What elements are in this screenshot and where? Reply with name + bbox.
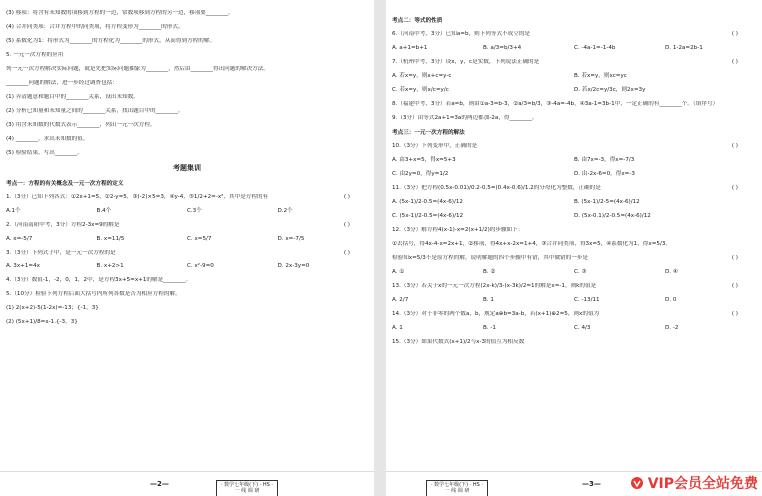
left-question-text-3: 4.（3分）数值-1，-2，0，1，2中，是方程3x+5=x+1的解是________。 xyxy=(6,277,192,284)
option-c[interactable]: C. -13/11 xyxy=(574,296,600,303)
right2-options-7 xyxy=(392,297,756,304)
option-a[interactable]: A. 2/7 xyxy=(392,296,409,303)
option-a[interactable]: A. ① xyxy=(392,268,405,275)
left-question-text-4: 5.（10分）检验下列方程后面大括号内所列各数是否为相应方程的解。 xyxy=(6,291,181,298)
left-question-0 xyxy=(6,194,368,201)
left-page-number: —2— xyxy=(150,480,169,488)
option-d[interactable]: D. -2 xyxy=(665,324,679,331)
answer-bracket[interactable]: ( ) xyxy=(731,310,738,317)
left-question-text-0: 1.（3分）已知下列各式：①2x+1=5，②2-y=5，③(-2)×5=3，④y-4，⑤1/2+2=-x²，其中是方程的有 xyxy=(6,193,269,200)
left-text-line-3: 5. 一元一次方程的应用 xyxy=(6,51,64,58)
right-question-1 xyxy=(392,59,756,66)
left-question-4 xyxy=(6,291,368,298)
left-question-5 xyxy=(6,305,368,312)
vip-badge-icon xyxy=(630,476,644,490)
right-footer-box xyxy=(426,480,488,496)
right-options-0 xyxy=(392,45,756,52)
right2-question-2 xyxy=(392,185,756,192)
right-page xyxy=(386,0,762,496)
right2-question-4 xyxy=(392,227,756,234)
point3-header: 考点三：一元一次方程的解法 xyxy=(392,129,465,136)
option-a[interactable]: A. a+1=b+1 xyxy=(392,44,428,51)
option-a[interactable]: A. x=-5/7 xyxy=(6,235,33,242)
point2-header: 考点二：等式的性质 xyxy=(392,18,443,24)
left-text-line-1: (4) 合并同类项：合并方程中的同类项，将方程变形为________的形式。 xyxy=(6,23,184,30)
option-a[interactable]: A. (5x-1)/2-0.5=(4x-6)/12 xyxy=(392,198,463,205)
right2-question-0 xyxy=(392,143,756,150)
left-footer-box-bottom: 一 线 调 研 xyxy=(234,488,260,495)
option-b[interactable]: B. a/3=b/3+4 xyxy=(483,44,522,51)
option-b[interactable]: B. 由7x=-3，得x=-7/3 xyxy=(574,156,635,163)
left-question-text-1: 2.（河南南阳中考，3分）方程2-3x=9的解是 xyxy=(6,221,120,228)
left-footer xyxy=(0,471,374,496)
left-options-1 xyxy=(6,236,368,243)
left-page xyxy=(0,0,374,496)
right2-options-2 xyxy=(392,199,756,206)
right-question-text-0: 6.（河南中考，3分）已知a=b，则下列等式不成立的是 xyxy=(392,30,531,37)
left-text-line-8: (3) 用含未知数的代数式表示________，列出一元一次方程。 xyxy=(6,121,156,128)
right2-question-text-0: 10.（3分）下列变形中，正确的是 xyxy=(392,142,478,149)
left-question-6 xyxy=(6,319,368,326)
answer-bracket[interactable]: ( ) xyxy=(731,58,738,65)
left-question-text-5: (1) 2(x+2)-5(1-2x)=-13；{-1，3} xyxy=(6,305,99,312)
answer-bracket[interactable]: ( ) xyxy=(343,249,350,256)
section-title: 考题集训 xyxy=(173,163,201,172)
option-b[interactable]: B. 1 xyxy=(483,296,494,303)
left-text-line-7: (2) 分析已知量和未知量之间的________关系，找出题目中的________。 xyxy=(6,107,184,114)
option-a[interactable]: C. (5x-1)/2-0.5=(4x-6)/12 xyxy=(392,212,464,219)
answer-bracket[interactable]: ( ) xyxy=(731,184,738,191)
right-options-2 xyxy=(392,87,756,94)
option-a[interactable]: A.1个 xyxy=(6,207,21,214)
left-text-line-6: (1) 弄清题意和题目中的________关系，设出未知数。 xyxy=(6,93,139,100)
option-a[interactable]: A. 3x+1=4x xyxy=(6,263,40,270)
point1-header: 考点一：方程的有关概念及一元一次方程的定义 xyxy=(6,180,124,187)
right2-question-text-6: 检验知x=5/3不是原方程的解，说明解题的四个步骤中有错，其中做错的一步是 xyxy=(392,254,589,261)
page-gutter xyxy=(374,0,386,496)
answer-bracket[interactable]: ( ) xyxy=(343,221,350,228)
left-footer-box xyxy=(216,480,278,496)
option-a[interactable]: A. 若x=y，则x+c=y-c xyxy=(392,72,452,79)
option-c[interactable]: C. ③ xyxy=(574,268,587,275)
right2-question-9 xyxy=(392,339,756,346)
right2-question-5 xyxy=(392,241,756,248)
option-d[interactable]: D. ④ xyxy=(665,268,678,275)
left-text-line-0: (3) 移项：将含有未知数的项移到方程的一边，常数项移到方程的另一边，移项要________。 xyxy=(6,10,234,16)
option-b[interactable]: B. 若x=y，则xc=yc xyxy=(574,72,627,79)
left-text-line-9: (4) ________，求出未知数的值。 xyxy=(6,135,89,142)
vip-ad-text: VIP会员全站免费 xyxy=(647,476,758,492)
right-question-text-1: 7.（杭州中考，3分）设x，y，c是实数，下列说法正确的是 xyxy=(392,58,540,65)
left-footer-box-top: · 数学七年级(下) · HS · xyxy=(221,482,273,488)
option-d[interactable]: D. 1-2a=2b-1 xyxy=(665,44,703,51)
option-d[interactable]: D. 0 xyxy=(665,296,677,303)
option-c[interactable]: C. 4/3 xyxy=(574,324,591,331)
option-a[interactable]: A. 1 xyxy=(392,324,403,331)
option-d[interactable]: D. x=-7/5 xyxy=(277,235,305,242)
right2-options-6 xyxy=(392,269,756,276)
right2-question-text-8: 14.（3分）对于非零的两个数a，b，规定a⊕b=3a-b，若(x+1)⊕2=5，则x的值为 xyxy=(392,310,600,317)
right-page-number: —3— xyxy=(582,480,601,488)
right-question-3 xyxy=(392,101,756,108)
option-c[interactable]: C. x²-9=0 xyxy=(187,263,214,270)
left-question-1 xyxy=(6,222,368,229)
option-b[interactable]: B. x=11/5 xyxy=(96,235,125,242)
vip-ad-banner[interactable] xyxy=(630,473,758,493)
left-question-text-2: 3.（3分）下列式子中，是一元一次方程的是 xyxy=(6,249,116,256)
option-b[interactable]: B. ② xyxy=(483,268,496,275)
right-footer-box-top: · 数学七年级(下) · HS · xyxy=(431,482,483,488)
right-options-1 xyxy=(392,73,756,80)
option-a[interactable]: C. 若x=y，则x/c=y/c xyxy=(392,86,449,93)
answer-bracket[interactable]: ( ) xyxy=(731,254,738,261)
left-text-line-5: ________问题的解法，进一步经过调查包括： xyxy=(6,79,118,86)
option-b[interactable]: D. 若x/2c=y/3c，则2x=3y xyxy=(574,86,646,93)
option-c[interactable]: C.3个 xyxy=(187,207,202,214)
left-question-text-6: (2) (5x+1)/8=x-1.{-3，3} xyxy=(6,319,78,326)
left-text-line-2: (5) 系数化为1：将形式为________的方程化为________的形式，从而得到方程的解。 xyxy=(6,37,216,44)
right2-question-text-9: 15.（3分）如果代数式(x+1)/2与x-3的值互为相反数 xyxy=(392,338,525,345)
option-c[interactable]: C. x=5/7 xyxy=(187,235,212,242)
left-options-0 xyxy=(6,208,368,215)
option-b[interactable]: B. (5x-1)/2-5=(4x-6)/12 xyxy=(574,198,640,205)
option-d[interactable]: D.2个 xyxy=(277,207,293,214)
option-a[interactable]: C. 由2y=0，得y=1/2 xyxy=(392,170,449,177)
right2-question-text-4: 12.（3分）解方程4(x-1)-x=2(x+1/2)的步骤如下： xyxy=(392,226,524,233)
option-b[interactable]: D. 由-2x-6=0，得x=-3 xyxy=(574,170,635,177)
right2-options-1 xyxy=(392,171,756,178)
option-b[interactable]: D. (5x-0.1)/2-0.5=(4x-6)/12 xyxy=(574,212,651,219)
left-text-line-10: (5) 检验结果，写出________。 xyxy=(6,149,83,156)
right2-options-8 xyxy=(392,325,756,332)
right-content xyxy=(392,10,756,353)
right2-question-text-7: 13.（3分）若关于x的一元一次方程(2x-k)/3-(x-3k)/2=1的解是x=-1，则k的值是 xyxy=(392,282,597,289)
right-question-4 xyxy=(392,115,756,122)
right-footer-box-bottom: 一 线 调 研 xyxy=(444,488,470,495)
option-b[interactable]: B. x+2>1 xyxy=(96,263,124,270)
option-a[interactable]: A. 由3+x=5，得x=5+3 xyxy=(392,156,456,163)
answer-bracket[interactable]: ( ) xyxy=(731,30,738,37)
option-d[interactable]: D. 2x-3y=0 xyxy=(277,263,310,270)
right2-options-3 xyxy=(392,213,756,220)
option-b[interactable]: B.4个 xyxy=(96,207,112,214)
right2-question-text-2: 11.（3分）把方程(0.5x-0.01)/0.2-0.5=(0.4x-0.6)/1.2的分母化为整数，正确的是 xyxy=(392,184,601,191)
left-text-line-4: 列一元一次方程解决实际问题，就是先把实际问题抽象为________，然后由________得出问题的解决方法。 xyxy=(6,65,269,72)
right2-question-8 xyxy=(392,311,756,318)
left-options-2 xyxy=(6,263,368,270)
answer-bracket[interactable]: ( ) xyxy=(731,142,738,149)
answer-bracket[interactable]: ( ) xyxy=(731,282,738,289)
option-c[interactable]: C. -4a-1=-1-4b xyxy=(574,44,616,51)
right2-options-0 xyxy=(392,157,756,164)
right-question-0 xyxy=(392,31,756,38)
left-question-3 xyxy=(6,277,368,284)
left-question-2 xyxy=(6,250,368,257)
option-b[interactable]: B. -1 xyxy=(483,324,496,331)
right2-question-7 xyxy=(392,283,756,290)
right2-question-6 xyxy=(392,255,756,262)
right2-question-text-5: ①去括号，得4x-4-x=2x+1，②移项，得4x+x-2x=1+4，③合并同类项，得3x=5，④系数化为1，得x=5/3。 xyxy=(392,240,671,247)
right-question-text-4: 9.（3分）由等式2a+1=3a的两边都加-2a，得________。 xyxy=(392,114,538,121)
right-question-text-3: 8.（福建中考，3分）若a=b，则由①a-3=b-3，②a/3=b/3，③-4a=-4b，④3a-1=3b-1中，一定正确的有________个。（填序号） xyxy=(392,100,719,107)
left-content xyxy=(6,10,368,333)
answer-bracket[interactable]: ( ) xyxy=(343,193,350,200)
